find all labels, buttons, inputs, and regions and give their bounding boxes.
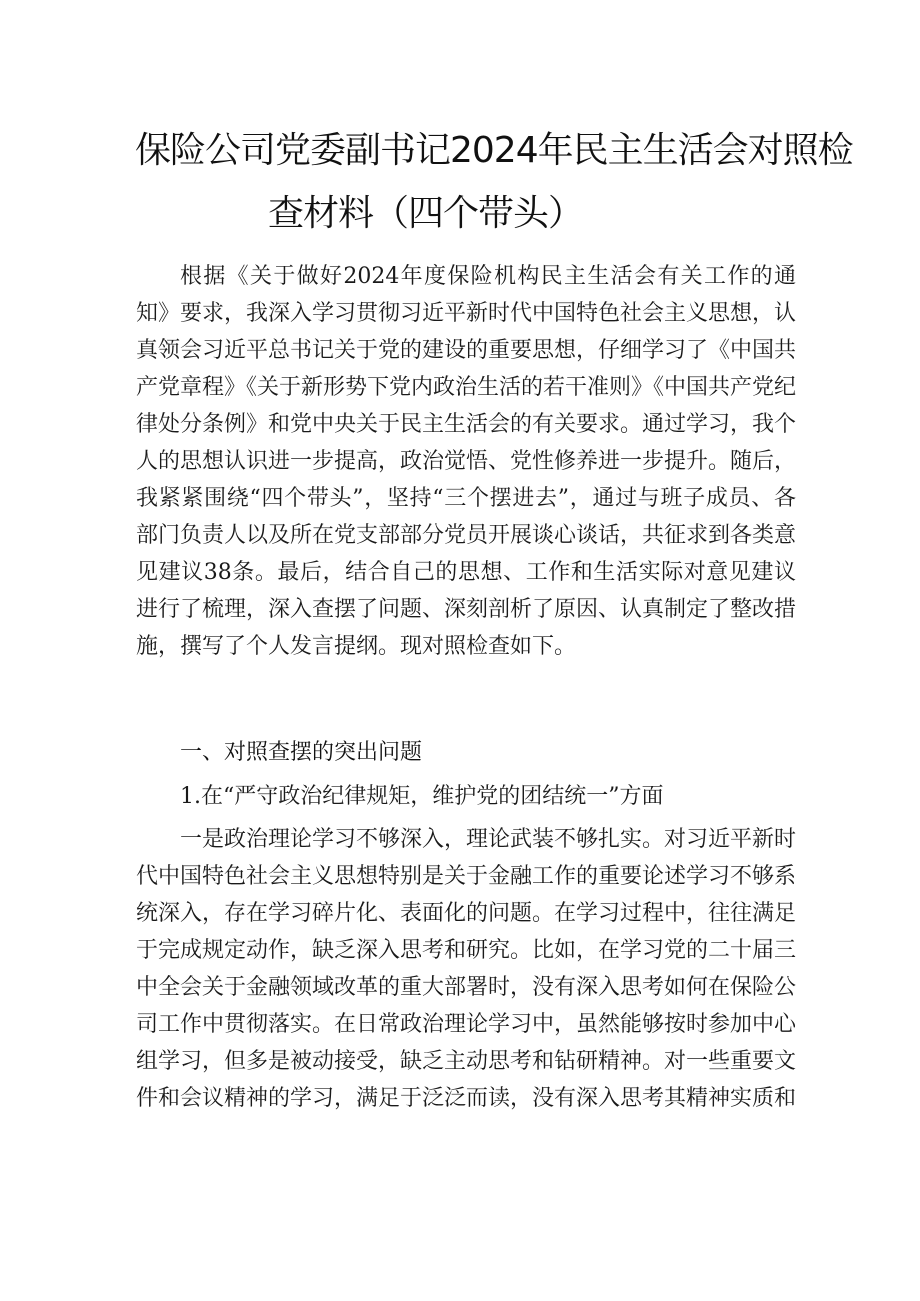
document-title-line-2: 查材料（四个带头） — [268, 193, 584, 234]
document-title-line-1: 保险公司党委副书记2024年民主生活会对照检 — [135, 130, 853, 171]
intro-paragraph: 根据《关于做好2024年度保险机构民主生活会有关工作的通知》要求，我深入学习贯彻习近平新时代中国特色社会主义思想，认真领会习近平总书记关于党的建设的重要思想，仔细学习了《中国共产党章程》《关于新形势下党内政治生活的若干准则》《中国共产党纪律处分条例》和党中央关于民主生活会的有关要求。通过学习，我个人的思想认识进一步提高，政治觉悟、党性修养进一步提升。随后，我紧紧围绕“四个带头”，坚持“三个摆进去”，通过与班子成员、各部门负责人以及所在党支部部分党员开展谈心谈话，共征求到各类意见建议38条。最后，结合自己的思想、工作和生活实际对意见建议进行了梳理，深入查摆了问题、深刻剖析了原因、认真制定了整改措施，撰写了个人发言提纲。现对照检查如下。 — [136, 264, 797, 659]
section-heading: 一、对照查摆的突出问题 — [180, 740, 423, 765]
body-paragraph: 一是政治理论学习不够深入，理论武装不够扎实。对习近平新时代中国特色社会主义思想特别是关于金融工作的重要论述学习不够系统深入，存在学习碎片化、表面化的问题。在学习过程中，往往满足于完成规定动作，缺乏深入思考和研究。比如，在学习党的二十届三中全会关于金融领域改革的重大部署时，没有深入思考如何在保险公司工作中贯彻落实。在日常政治理论学习中，虽然能够按时参加中心组学习，但多是被动接受，缺乏主动思考和钻研精神。对一些重要文件和会议精神的学习，满足于泛泛而读，没有深入思考其精神实质和 — [136, 827, 797, 1111]
sub-heading: 1.在“严守政治纪律规矩，维护党的团结统一”方面 — [180, 784, 664, 809]
